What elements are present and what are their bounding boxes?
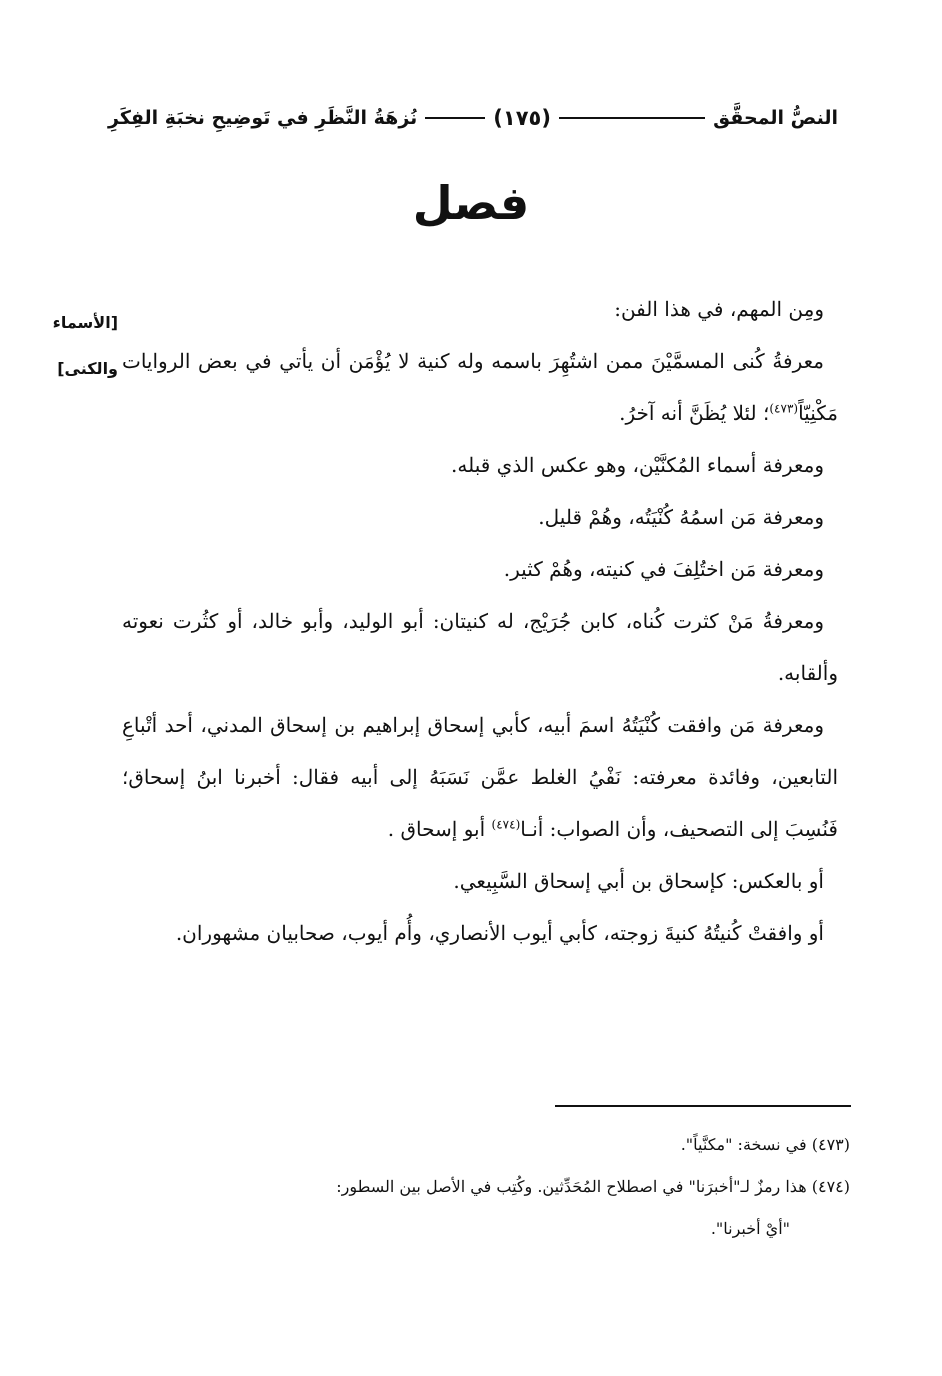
paragraph-1 (122, 283, 838, 335)
paragraph-5 (122, 543, 838, 595)
paragraph-7 (122, 699, 838, 855)
paragraph-7-text-a: ومعرفة مَن وافقت كُنْيَتُهُ اسمَ أبيه، كأبي إسحاق إبراهيم بن إسحاق المدني، أحد أتْباعِ التابعين، وفائدة معرفته: نَفْيُ الغلط عمَّن نَسَبَهُ إلى أبيه فقال: أخبرنا ابنُ إسحاق؛ فَنُسِبَ إلى التصحيف، وأن الصواب: أنـا (122, 713, 838, 841)
margin-note-line-1: [الأسماء (52, 313, 118, 332)
paragraph-1-text: ومِن المهم، في هذا الفن: (614, 297, 824, 321)
paragraph-8 (122, 855, 838, 907)
page-number: (١٧٥) (493, 106, 551, 130)
header-rule-left (425, 117, 485, 119)
body-text (122, 283, 838, 959)
paragraph-3-text: ومعرفة أسماء المُكنَّيْن، وهو عكس الذي قبله. (451, 453, 824, 477)
paragraph-3 (122, 439, 838, 491)
header-section-label: النصُّ المحقَّق (713, 107, 838, 129)
paragraph-6 (122, 595, 838, 699)
paragraph-7-text-b: أبو إسحاق . (387, 817, 492, 841)
footnote-separator (555, 1105, 851, 1107)
margin-note (26, 300, 118, 392)
paragraph-8-text: أو بالعكس: كإسحاق بن أبي إسحاق السَّبِيعي. (453, 869, 824, 893)
header-rule-right (559, 117, 705, 119)
paragraph-9-text: أو وافقتْ كُنيتُهُ كنيةَ زوجته، كأبي أيوب الأنصاري، وأُم أيوب، صحابيان مشهوران. (175, 921, 824, 945)
paragraph-6-text: ومعرفةُ مَنْ كثرت كُناه، كابن جُرَيْج، له كنيتان: أبو الوليد، وأبو خالد، أو كثُرت نعوته وألقابه. (122, 609, 838, 685)
paragraph-2 (122, 335, 838, 439)
footnote-474: (٤٧٤) هذا رمزٌ لـ"أخبرَنا" في اصطلاح المُحَدِّثين. وكُتِب في الأصل بين السطور: (336, 1177, 850, 1196)
paragraph-4 (122, 491, 838, 543)
chapter-title: فصل (412, 176, 530, 230)
running-header (108, 98, 838, 138)
margin-note-line-2: والكنى] (57, 359, 118, 378)
paragraph-5-text: ومعرفة مَن اختُلِفَ في كنيته، وهُمْ كثير. (503, 557, 824, 581)
header-book-title: نُزهَةُ النَّظَرِ في تَوضِيحِ نخبَةِ الفِكَرِ (108, 107, 418, 129)
footnote-ref-474[interactable]: (٤٧٤) (491, 817, 521, 832)
paragraph-2-text-b: ؛ لئلا يُظَنَّ أنه آخرُ. (619, 401, 770, 425)
paragraph-2-text-a: معرفةُ كُنى المسمَّيْنَ ممن اشتُهِرَ باسمه وله كنية لا يُؤْمَن أن يأتي في بعض الروايات مَكْنِيّاً (122, 349, 838, 425)
footnote-473: (٤٧٣) في نسخة: "مكنَّياً". (680, 1135, 850, 1154)
footnotes (108, 1124, 850, 1250)
footnote-474-continuation: "أيْ أخبرنا". (710, 1219, 790, 1238)
paragraph-4-text: ومعرفة مَن اسمُهُ كُنْيَتُه، وهُمْ قليل. (538, 505, 824, 529)
paragraph-9 (122, 907, 838, 959)
footnote-ref-473[interactable]: (٤٧٣) (769, 401, 799, 416)
